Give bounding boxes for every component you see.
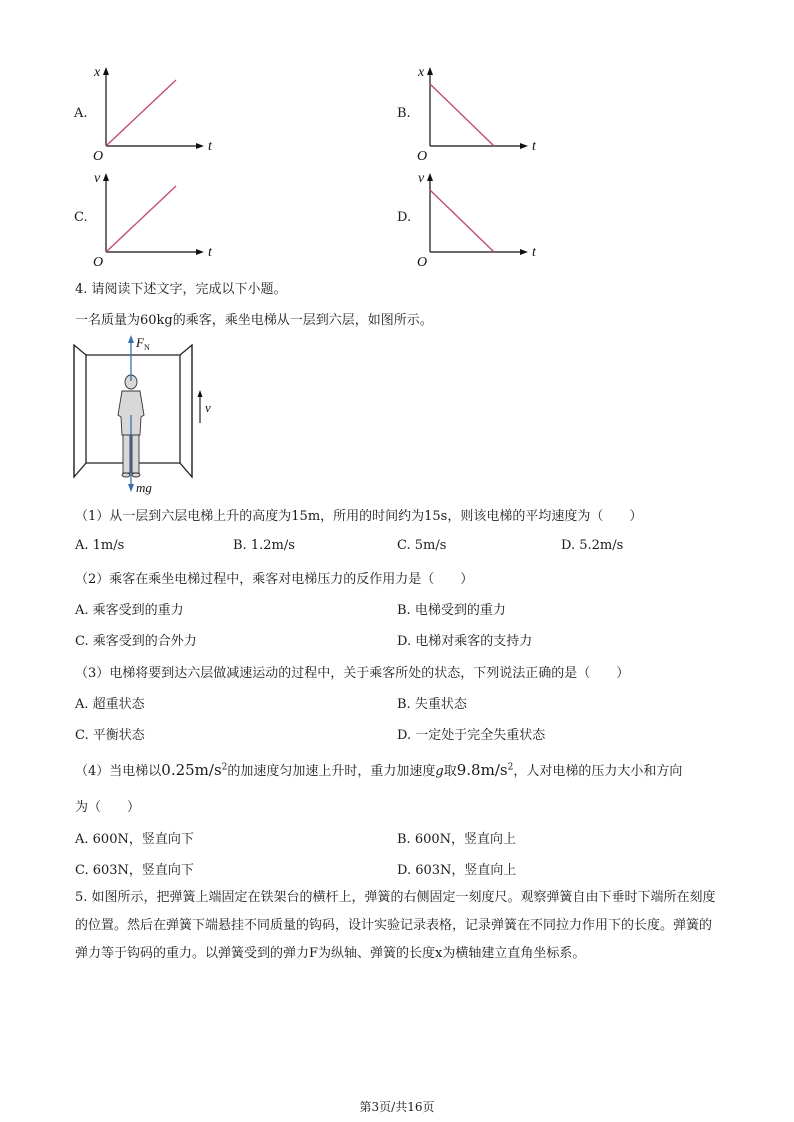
q4-sub1-option-d[interactable]: D. 5.2m/s: [561, 538, 624, 553]
y-axis-arrowhead: [427, 173, 433, 181]
q4-sub1-option-b[interactable]: B. 1.2m/s: [233, 538, 295, 553]
q3-option-label-0[interactable]: A.: [74, 106, 88, 121]
y-axis-label: x: [94, 65, 101, 80]
origin-label: O: [417, 255, 428, 268]
q4-sub1-stem: （1）从一层到六层电梯上升的高度为15m，所用的时间约为15s，则该电梯的平均速度为（ ）: [75, 509, 643, 524]
page-footer: 第3页/共16页: [359, 1100, 435, 1114]
q4-sub4-option-d[interactable]: D. 603N，竖直向上: [397, 863, 517, 878]
trend-line: [106, 80, 176, 146]
v-label: v: [205, 400, 211, 415]
y-axis-label: v: [94, 171, 101, 186]
trend-line: [430, 190, 494, 252]
q4-sub4-stem-cont: 为（ ）: [75, 800, 141, 815]
q4-sub3-option-a[interactable]: A. 超重状态: [75, 697, 145, 712]
q4-sub2-option-b[interactable]: B. 电梯受到的重力: [397, 603, 506, 618]
q4-sub3-option-d[interactable]: D. 一定处于完全失重状态: [397, 728, 546, 743]
x-axis-arrowhead: [196, 249, 204, 255]
q4-sub1-option-a[interactable]: A. 1m/s: [75, 538, 125, 553]
q4-sub4-option-c[interactable]: C. 603N，竖直向下: [75, 863, 194, 878]
x-axis-label: t: [532, 139, 536, 154]
q4-sub3-stem: （3）电梯将要到达六层做减速运动的过程中，关于乘客所处的状态，下列说法正确的是（ ）: [75, 666, 630, 681]
q4-intro: 一名质量为60kg的乘客，乘坐电梯从一层到六层，如图所示。: [75, 313, 433, 328]
x-axis-arrowhead: [196, 143, 204, 149]
q4-sub4-option-b[interactable]: B. 600N，竖直向上: [397, 832, 517, 847]
q3-option-graph-0: [92, 62, 232, 162]
q4-sub2-option-c[interactable]: C. 乘客受到的合外力: [75, 634, 197, 649]
x-axis-arrowhead: [520, 143, 528, 149]
q5-text: 5. 如图所示，把弹簧上端固定在铁架台的横杆上，弹簧的右侧固定一刻度尺。观察弹簧自由下垂时下端所在刻度的位置。然后在弹簧下端悬挂不同质量的钩码，设计实验记录表格，记录弹簧在不同拉力作用下的长度。弹簧的弹力等于钩码的重力。以弹簧受到的弹力F为纵轴、弹簧的长度x为横轴建立直角坐标系。: [75, 890, 716, 961]
q4-sub2-stem: （2）乘客在乘坐电梯过程中，乘客对电梯压力的反作用力是（ ）: [75, 572, 474, 587]
fn-label: F: [136, 335, 144, 350]
y-axis-label: v: [418, 171, 425, 186]
q4-heading: 4. 请阅读下述文字，完成以下小题。: [75, 282, 287, 297]
q4-sub2-option-d[interactable]: D. 电梯对乘客的支持力: [397, 634, 533, 649]
x-axis-label: t: [532, 245, 536, 260]
origin-label: O: [93, 149, 104, 162]
elevator-figure: [70, 335, 230, 495]
q4-sub4-stem: （4）当电梯以$0.25m/s^2$的加速度匀加速上升时，重力加速度g取$9.8m/s^2$，人对电梯的压力大小和方向: [75, 761, 683, 779]
q3-option-label-1[interactable]: B.: [397, 106, 411, 121]
y-axis-arrowhead: [103, 173, 109, 181]
x-axis-arrowhead: [520, 249, 528, 255]
q4-sub2-option-a[interactable]: A. 乘客受到的重力: [75, 603, 184, 618]
trend-line: [106, 186, 176, 252]
q4-sub1-option-c[interactable]: C. 5m/s: [397, 538, 447, 553]
trend-line: [430, 84, 494, 146]
origin-label: O: [417, 149, 428, 162]
y-axis-arrowhead: [103, 67, 109, 75]
q4-sub3-option-c[interactable]: C. 平衡状态: [75, 728, 145, 743]
mg-label: mg: [136, 480, 152, 495]
fn-subscript: N: [144, 343, 150, 352]
y-axis-arrowhead: [427, 67, 433, 75]
q3-option-graph-2: [92, 168, 232, 268]
x-axis-label: t: [208, 139, 212, 154]
q3-option-graph-3: [416, 168, 556, 268]
origin-label: O: [93, 255, 104, 268]
y-axis-label: x: [418, 65, 425, 80]
q4-sub3-option-b[interactable]: B. 失重状态: [397, 697, 467, 712]
q3-option-label-3[interactable]: D.: [397, 210, 412, 225]
x-axis-label: t: [208, 245, 212, 260]
q3-option-label-2[interactable]: C.: [74, 210, 88, 225]
q3-option-graph-1: [416, 62, 556, 162]
q4-sub4-option-a[interactable]: A. 600N，竖直向下: [75, 832, 194, 847]
